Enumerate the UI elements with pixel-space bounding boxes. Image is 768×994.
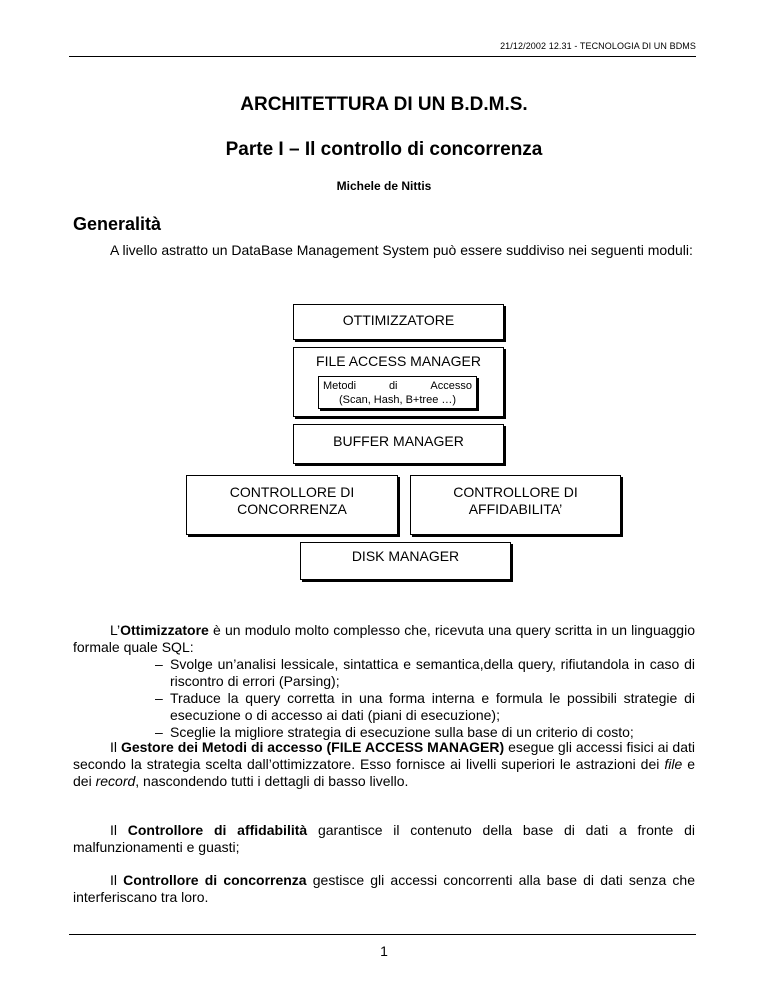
ca-line2: AFFIDABILITA’ <box>468 501 563 517</box>
metodi-line2: (Scan, Hash, B+tree …) <box>338 394 457 406</box>
box-controllore-concorrenza <box>186 475 398 535</box>
box-file-access-manager <box>293 347 504 417</box>
metodi-word3: Accesso <box>430 380 472 392</box>
metodi-line1 <box>323 379 472 393</box>
p3-post: garantisce il contenuto della base di dati a fronte di malfunzionamenti e guasti; <box>73 822 695 855</box>
paragraph-concorrenza <box>73 872 695 906</box>
page-header: 21/12/2002 12.31 - TECNOLOGIA DI UN BDMS <box>500 41 696 51</box>
file-access-manager-label: FILE ACCESS MANAGER <box>316 353 481 369</box>
p2-italic-record: record <box>95 773 136 789</box>
p1-pre: L’ <box>110 622 121 638</box>
box-metodi-di-accesso <box>318 376 477 409</box>
dash-marker: – <box>155 690 163 706</box>
p2-bold: Gestore dei Metodi di accesso (FILE ACCESS MANAGER) <box>120 739 505 755</box>
document-subtitle: Parte I – Il controllo di concorrenza <box>225 139 543 160</box>
section-heading: Generalità <box>73 214 162 234</box>
bullet-text: Sceglie la migliore strategia di esecuzione sulla base di un criterio di costo; <box>170 724 634 740</box>
bullet-text: Svolge un’analisi lessicale, sintattica e semantica,della query, rifiutandola in caso di riscontro di errori (Parsing); <box>170 656 695 689</box>
footer-rule <box>69 934 696 935</box>
author-name: Michele de Nittis <box>336 179 432 193</box>
bullet-text: Traduce la query corretta in una forma interna e formula le possibili strategie di esecuzione o di accesso ai dati (piani di esecuzione); <box>170 690 695 723</box>
paragraph-affidabilita <box>73 822 695 856</box>
box-disk-manager: DISK MANAGER <box>300 542 511 580</box>
p2-italic-file: file <box>664 756 683 772</box>
ca-line1: CONTROLLORE DI <box>453 484 578 500</box>
p2-mid2: e dei <box>73 756 695 789</box>
p1-bold: Ottimizzatore <box>120 622 209 638</box>
document-title: ARCHITETTURA DI UN B.D.M.S. <box>240 94 528 115</box>
box-ottimizzatore: OTTIMIZZATORE <box>293 304 504 340</box>
page-number: 1 <box>380 943 388 959</box>
box-controllore-affidabilita <box>410 475 621 535</box>
cc-line1: CONTROLLORE DI <box>229 484 355 500</box>
box-buffer-manager: BUFFER MANAGER <box>293 424 504 464</box>
p3-pre: Il <box>110 822 128 838</box>
p4-bold: Controllore di concorrenza <box>123 872 307 888</box>
dash-marker: – <box>155 724 163 740</box>
p2-pre: Il <box>110 739 121 755</box>
list-item <box>73 690 695 724</box>
p4-pre: Il <box>110 872 124 888</box>
metodi-word1: Metodi <box>323 380 357 392</box>
p2-post: , nascondendo tutti i dettagli di basso livello. <box>135 773 409 789</box>
p3-bold: Controllore di affidabilità <box>127 822 308 838</box>
p4-post: gestisce gli accessi concorrenti alla base di dati senza che interferiscano tra loro. <box>73 872 696 905</box>
paragraph-ottimizzatore <box>73 622 695 656</box>
p2-mid1: esegue gli accessi fisici ai dati secondo la strategia scelta dall’ottimizzatore. Esso fornisce ai livelli superiori le astrazioni dei <box>73 739 695 772</box>
bullet-list <box>73 656 695 741</box>
cc-line2: CONCORRENZA <box>237 501 347 517</box>
metodi-word2: di <box>388 380 398 392</box>
p1-post: è un modulo molto complesso che, ricevuta una query scritta in un linguaggio formale quale SQL: <box>73 622 695 655</box>
paragraph-file-access-manager <box>73 739 695 790</box>
dash-marker: – <box>155 656 163 672</box>
intro-paragraph: A livello astratto un DataBase Management System può essere suddiviso nei seguenti moduli: <box>110 242 693 258</box>
header-rule <box>69 56 696 57</box>
list-item <box>73 656 695 690</box>
